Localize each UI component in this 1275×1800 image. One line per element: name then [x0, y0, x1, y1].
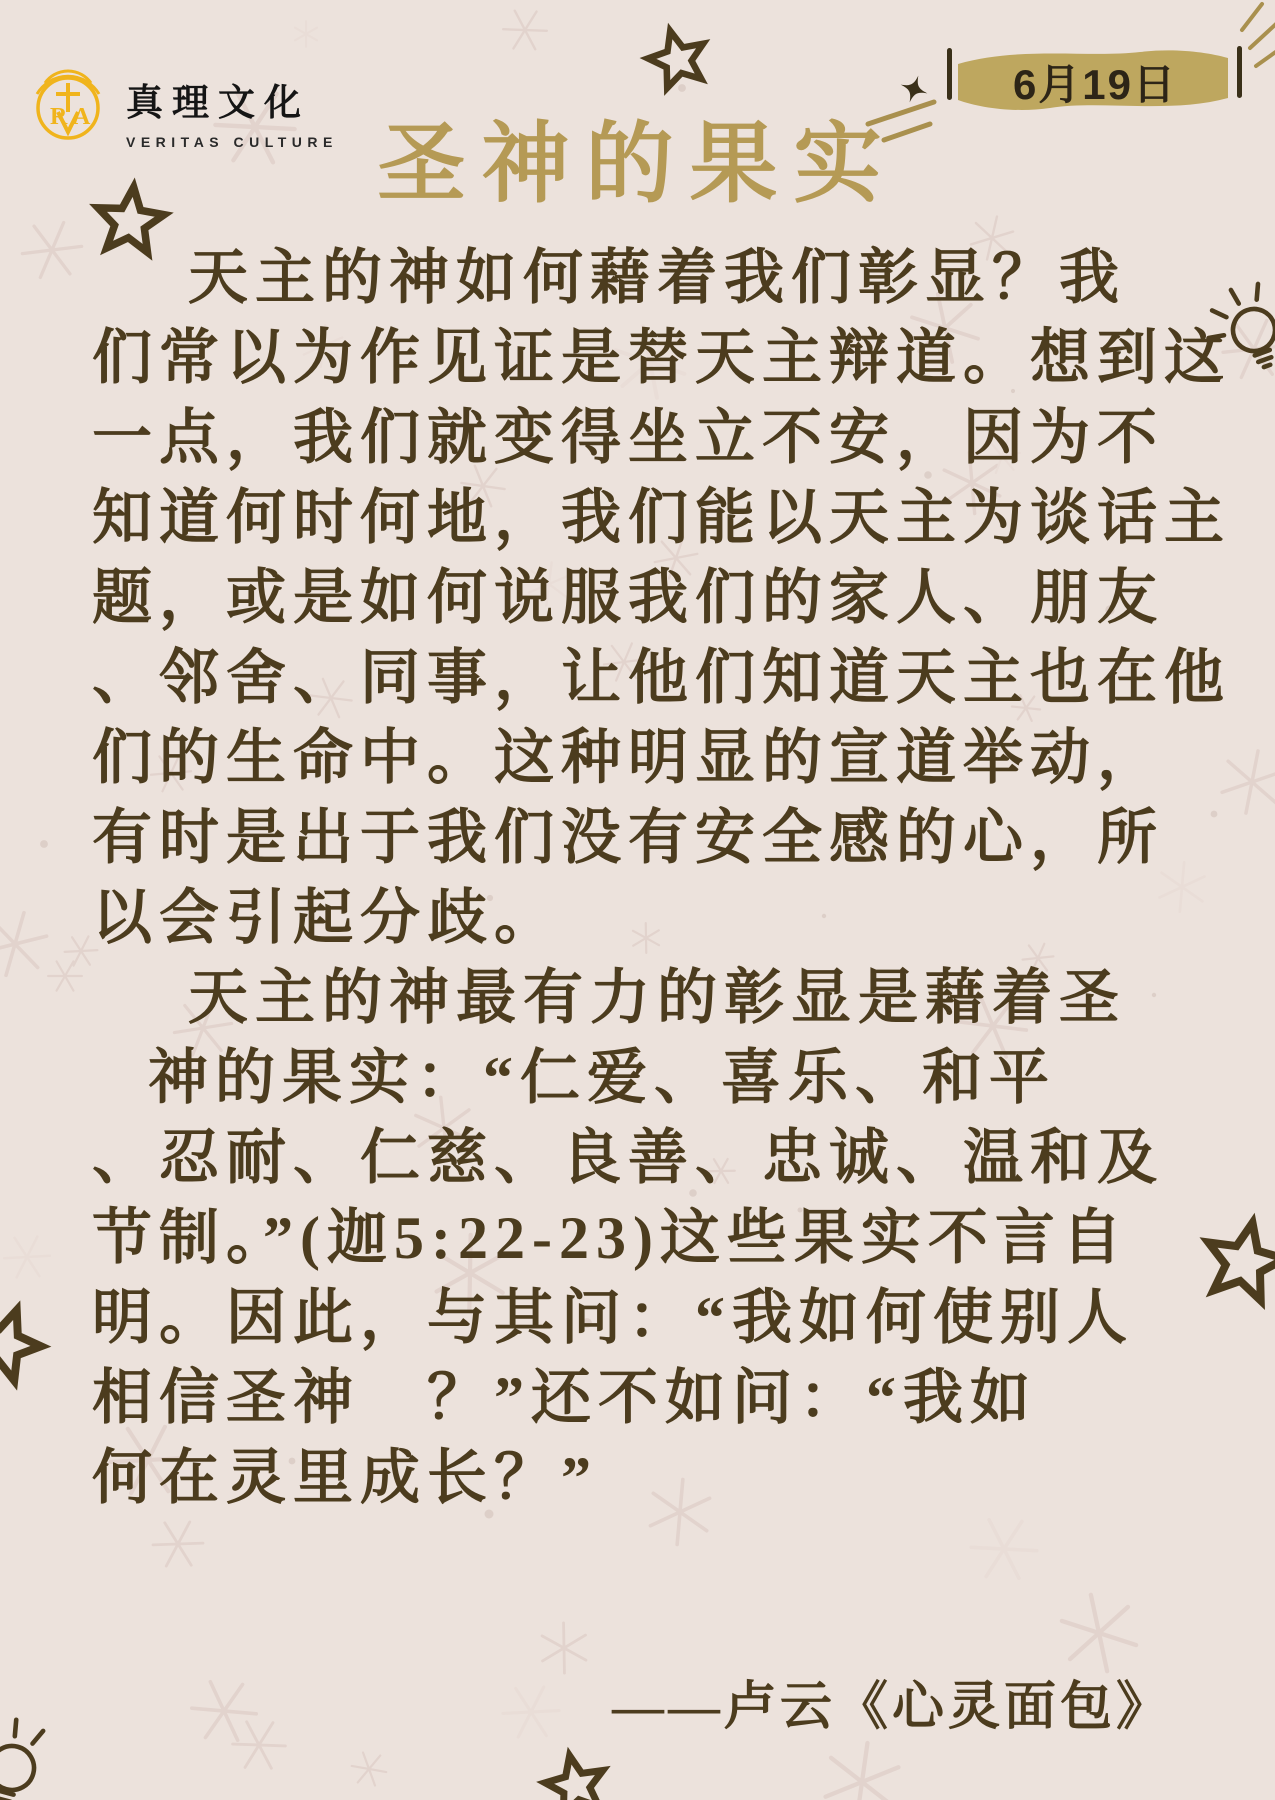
- hand-drawn-star-icon: [0, 1310, 41, 1380]
- body-line: 何在灵里成长？”: [92, 1445, 598, 1511]
- body-line: 以会引起分歧。: [92, 885, 561, 951]
- body-line: 、忍耐、仁慈、良善、忠诚、温和及: [92, 1125, 1164, 1191]
- body-line: 神的果实：“仁爱、喜乐、和平: [148, 1045, 1056, 1111]
- body-line: 题，或是如何说服我们的家人、朋友: [92, 565, 1164, 631]
- svg-text:R: R: [50, 104, 68, 130]
- body-line: 们的生命中。这种明显的宣道举动，: [92, 725, 1164, 791]
- body-line: 明。因此，与其问：“我如何使别人: [92, 1285, 1134, 1351]
- body-line: 、邻舍、同事，让他们知道天主也在他: [92, 645, 1231, 711]
- svg-text:A: A: [73, 104, 91, 130]
- body-line: 天主的神如何藉着我们彰显？我: [188, 245, 1126, 311]
- body-line: 知道何时何地，我们能以天主为谈话主: [92, 485, 1231, 551]
- body-text: [92, 238, 1231, 1518]
- body-line: 一点，我们就变得坐立不安，因为不: [92, 405, 1164, 471]
- brand-name-en: VERITAS CULTURE: [126, 134, 338, 150]
- page-title: 圣神的果实: [377, 117, 898, 214]
- hand-drawn-star-icon: [545, 1756, 603, 1800]
- hand-drawn-star-icon: [648, 31, 703, 88]
- corner-ray-doodle: [1242, 4, 1262, 30]
- lightbulb-doodle-icon: [0, 1710, 46, 1800]
- body-line: 相信圣神 ？”还不如问：“我如: [92, 1365, 1037, 1431]
- attribution: ——卢云《心灵面包》: [612, 1679, 1173, 1736]
- body-line: 天主的神最有力的彰显是藉着圣: [188, 965, 1126, 1031]
- hand-drawn-star-icon: [1209, 1223, 1275, 1301]
- body-line: 们常以为作见证是替天主辩道。想到这: [92, 325, 1231, 391]
- brand-name-zh: 真理文化: [126, 83, 310, 124]
- body-line: 有时是出于我们没有安全感的心，所: [92, 805, 1164, 871]
- body-line: 节制。”(迦5:22-23)这些果实不言自: [92, 1205, 1129, 1271]
- date-label: 6月19日: [1012, 61, 1178, 108]
